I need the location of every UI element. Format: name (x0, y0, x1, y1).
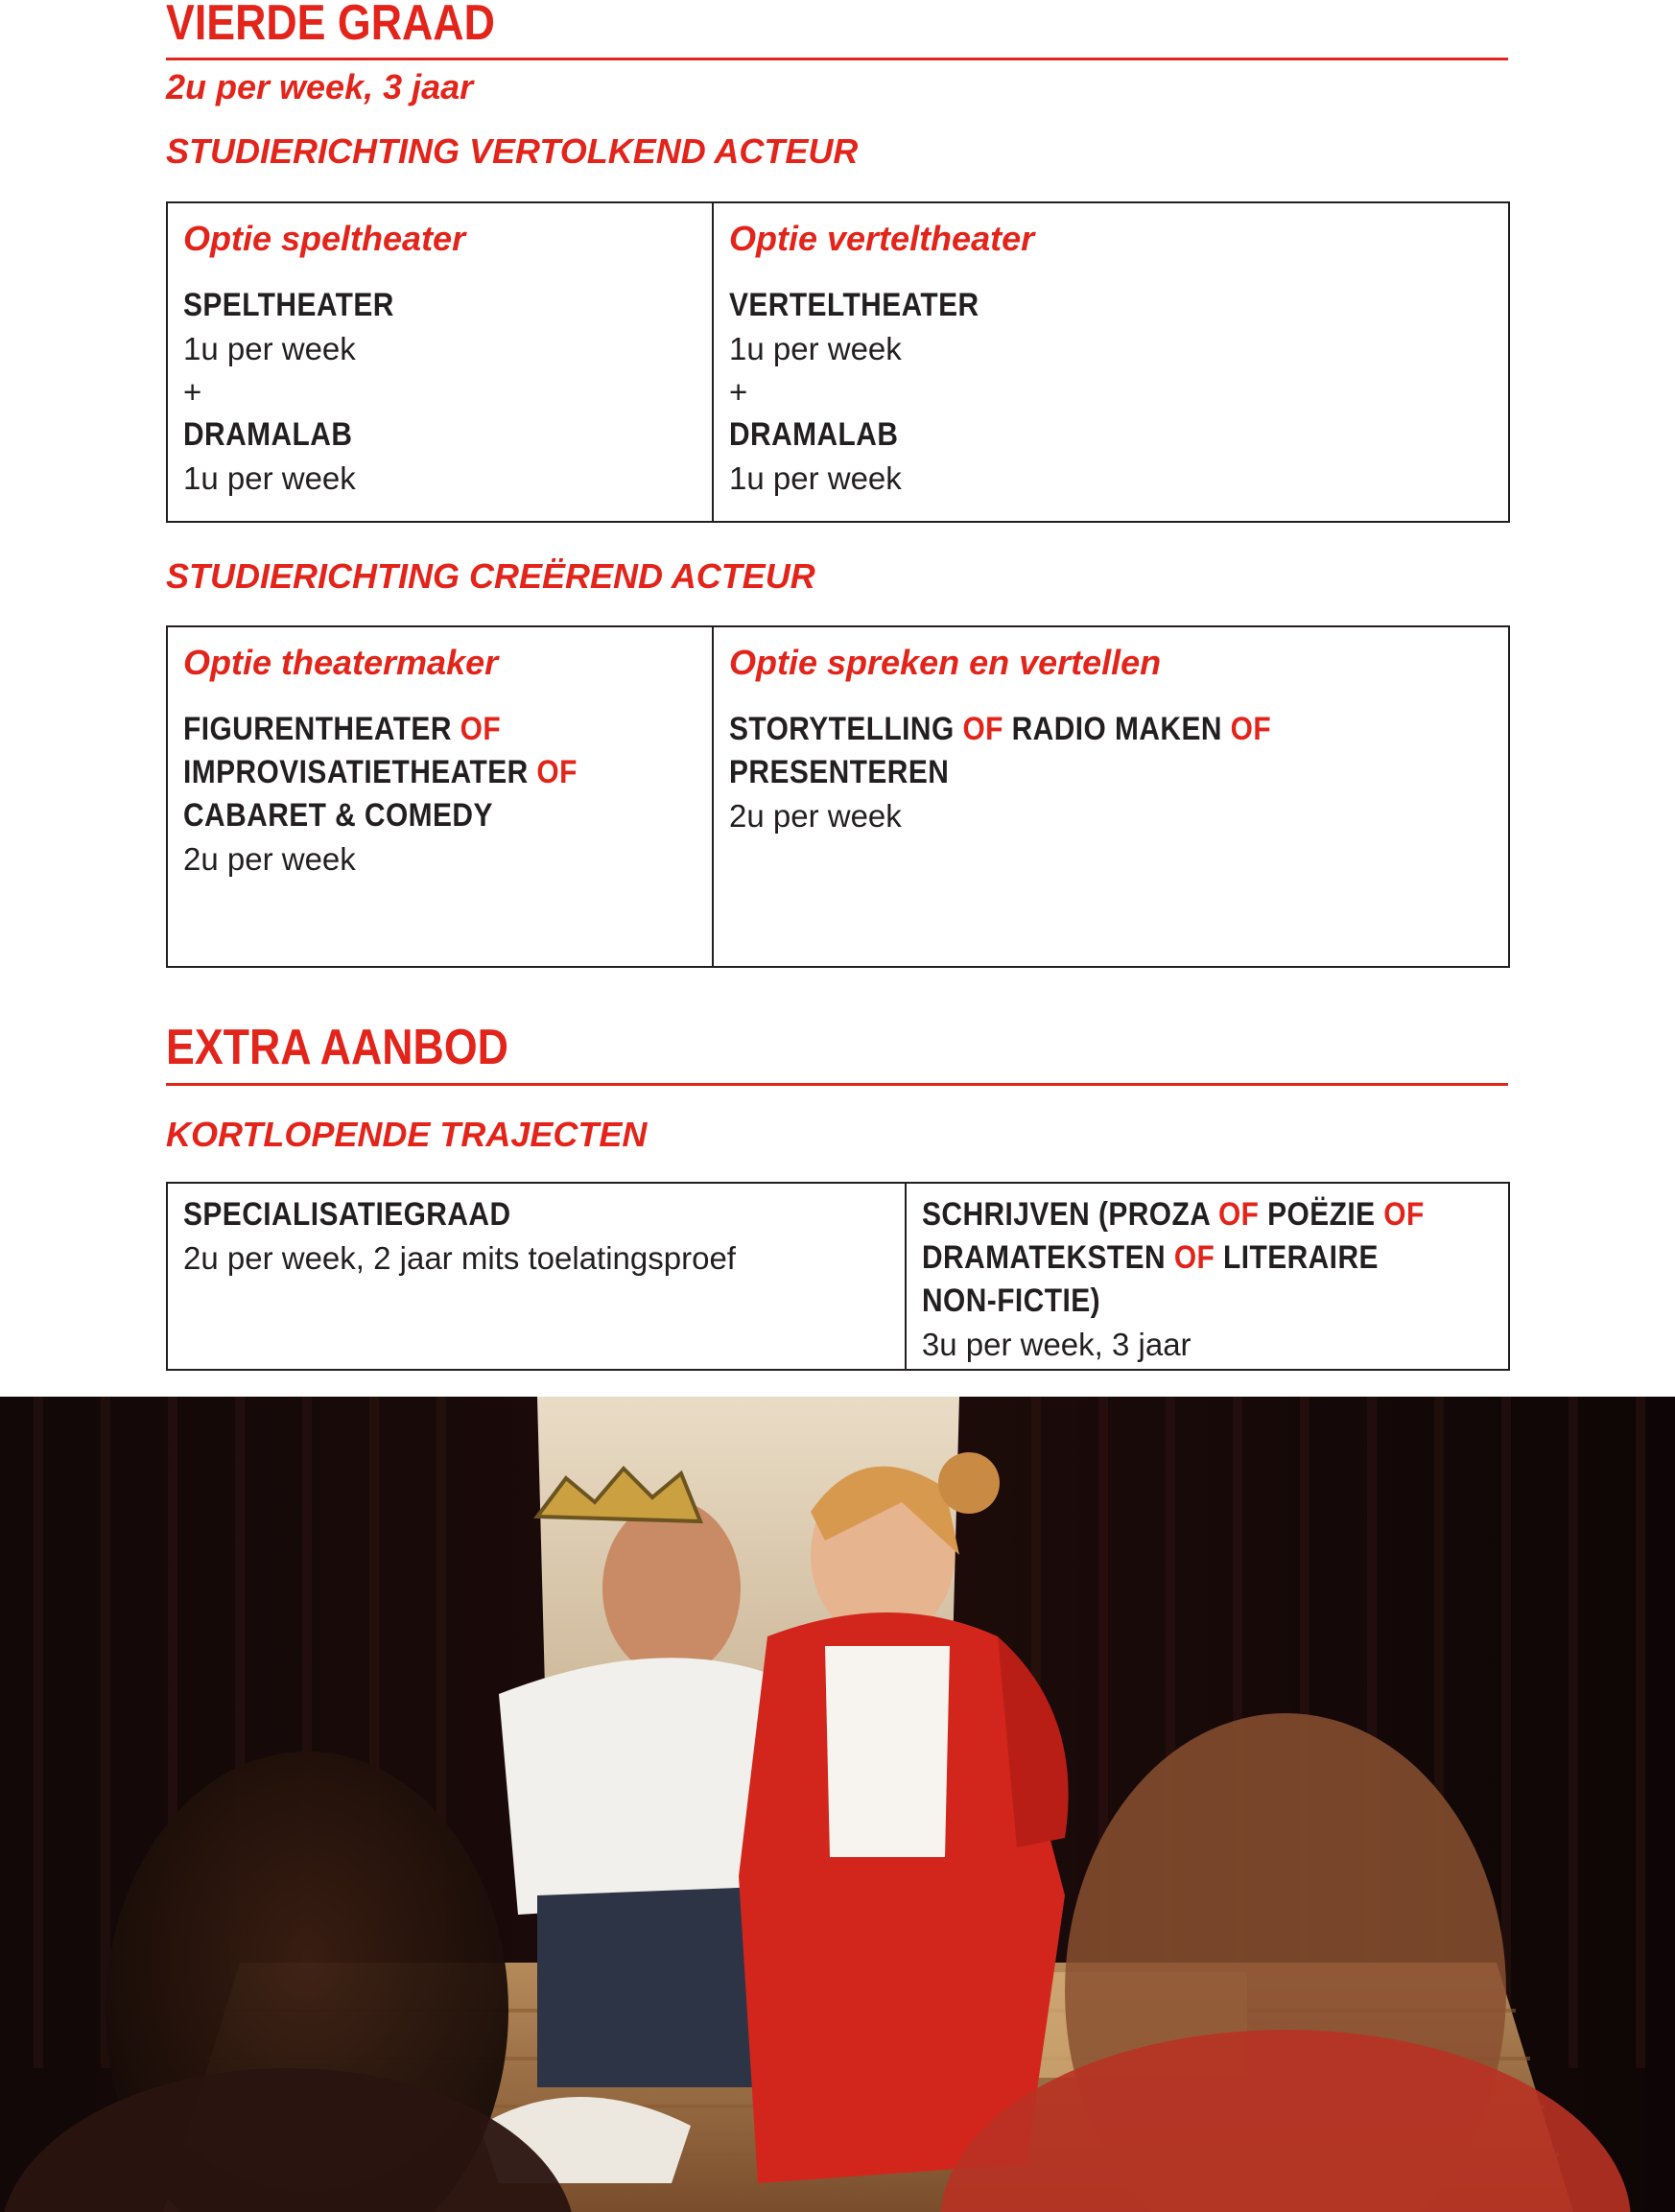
course-name: PRESENTEREN (729, 754, 950, 790)
course-name: DRAMALAB (729, 416, 899, 453)
section-subtitle: 2u per week, 3 jaar (166, 67, 474, 106)
course-line (922, 1193, 1425, 1236)
course-hours: 3u per week, 3 jaar (921, 1327, 1191, 1362)
option-title: Optie theatermaker (183, 643, 499, 682)
of-connector: OF (1230, 711, 1272, 747)
course-name: FIGURENTHEATER (183, 711, 452, 747)
course-name: SPECIALISATIEGRAAD (183, 1196, 511, 1233)
option-speltheater-cell (168, 203, 712, 521)
course-name: POËZIE (1267, 1196, 1376, 1233)
schrijven-cell (905, 1184, 1508, 1369)
section-title-extra-aanbod: EXTRA AANBOD (166, 1020, 508, 1075)
course-name: VERTELTHEATER (729, 287, 979, 323)
course-name: DRAMATEKSTEN (921, 1239, 1166, 1276)
course-name: RADIO MAKEN (1011, 711, 1222, 747)
specialisatiegraad-cell (168, 1184, 905, 1369)
plus-sign: + (183, 374, 202, 410)
option-title: Optie verteltheater (729, 219, 1035, 258)
course-name: IMPROVISATIETHEATER (183, 754, 529, 790)
of-connector: OF (1217, 1196, 1260, 1233)
of-connector: OF (460, 711, 502, 747)
course-hours: 1u per week (729, 331, 902, 366)
course-name: LITERAIRE (1222, 1239, 1379, 1276)
course-hours: 2u per week (183, 841, 356, 877)
studierichting-creerend-title: STUDIERICHTING CREËREND ACTEUR (166, 556, 815, 596)
vertolkend-table (166, 201, 1510, 523)
option-theatermaker-cell (168, 627, 712, 966)
title-rule (166, 58, 1508, 60)
course-line (729, 708, 1401, 751)
course-name: SCHRIJVEN (PROZA (921, 1196, 1211, 1233)
course-name: CABARET & COMEDY (183, 797, 493, 834)
course-name: SPELTHEATER (183, 287, 394, 323)
course-name: DRAMALAB (183, 416, 353, 453)
theater-photo (0, 1397, 1675, 2212)
course-hours: 1u per week (183, 331, 356, 366)
course-hours: 2u per week, 2 jaar mits toelatingsproef (183, 1240, 736, 1276)
kortlopende-trajecten-title: KORTLOPENDE TRAJECTEN (166, 1115, 648, 1154)
course-name: NON-FICTIE) (921, 1282, 1100, 1319)
of-connector: OF (962, 711, 1003, 747)
plus-sign: + (729, 374, 748, 410)
studierichting-vertolkend-title: STUDIERICHTING VERTOLKEND ACTEUR (166, 131, 859, 171)
course-hours: 2u per week (729, 798, 902, 834)
course-line (922, 1236, 1425, 1280)
course-name: STORYTELLING (729, 711, 955, 747)
course-line (183, 751, 635, 794)
of-connector: OF (536, 754, 578, 790)
option-spreken-vertellen-cell (712, 627, 1508, 966)
creerend-table (166, 625, 1510, 968)
of-connector: OF (1173, 1239, 1215, 1276)
option-verteltheater-cell (712, 203, 1508, 521)
course-line (183, 708, 635, 751)
option-title: Optie speltheater (183, 219, 466, 258)
course-hours: 1u per week (729, 460, 902, 496)
of-connector: OF (1383, 1196, 1425, 1233)
section-title-vierde-graad: VIERDE GRAAD (166, 0, 495, 51)
kortlopende-table (166, 1182, 1510, 1371)
course-hours: 1u per week (183, 460, 356, 496)
title-rule (166, 1083, 1508, 1086)
option-title: Optie spreken en vertellen (729, 643, 1162, 682)
